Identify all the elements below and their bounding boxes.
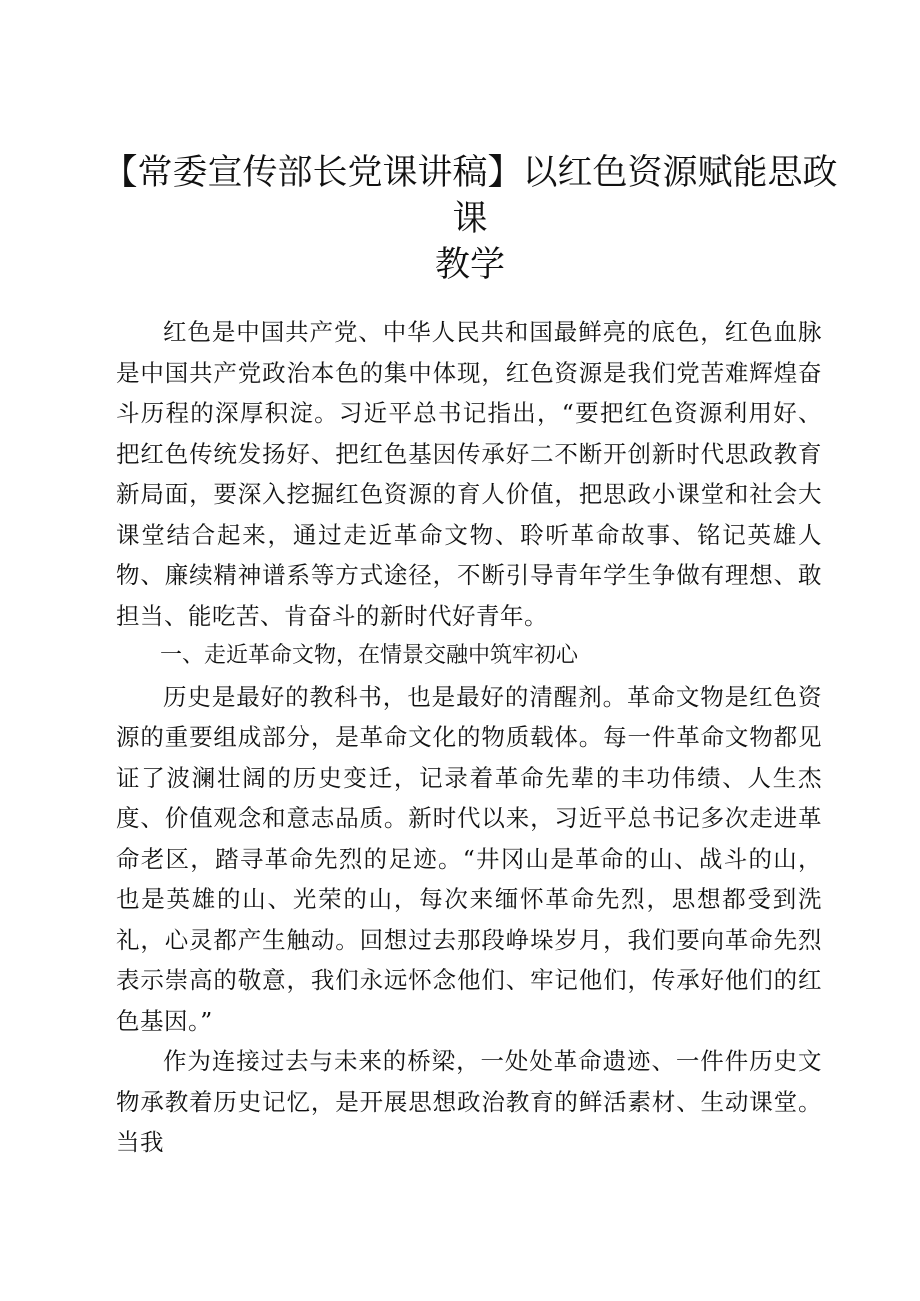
intro-paragraph: 红色是中国共产党、中华人民共和国最鲜亮的底色，红色血脉是中国共产党政治本色的集中体现，红色资源是我们党苦难辉煌奋斗历程的深厚积淀。习近平总书记指出，“要把红色资源利用好、把红色传统发扬好、把红色基因传承好二不断开创新时代思政教育新局面，要深入挖掘红色资源的育人价值，把思政小课堂和社会大课堂结合起来，通过走近革命文物、聆听革命故事、铭记英雄人物、廉续精神谱系等方式途径，不断引导青年学生争做有理想、敢担当、能吃苦、肯奋斗的新时代好青年。 (116, 318, 822, 630)
title-line-1: 【常委宣传部长党课讲稿】以红色资源赋能思政课 (102, 153, 838, 239)
section-1-paragraph-2: 作为连接过去与未来的桥梁，一处处革命遗迹、一件件历史文物承教着历史记忆，是开展思想政治教育的鲜活素材、生动课堂。当我 (116, 1047, 822, 1156)
document-body (116, 312, 822, 1163)
section-1-paragraph-1: 历史是最好的教科书，也是最好的清醒剂。革命文物是红色资源的重要组成部分，是革命文化的物质载体。每一件革命文物都见证了波澜壮阔的历史变迁，记录着革命先辈的丰功伟绩、人生杰度、价值观念和意志品质。新时代以来，习近平总书记多次走进革命老区，踏寻革命先烈的足迹。“井冈山是革命的山、战斗的山，也是英雄的山、光荣的山，每次来缅怀革命先烈，思想都受到洗礼，心灵都产生触动。回想过去那段峥垛岁月，我们要向革命先烈表示崇高的敬意，我们永远怀念他们、牢记他们，传承好他们的红色基因。” (116, 682, 822, 1035)
section-1-heading: 一、走近革命文物，在情景交融中筑牢初心 (160, 643, 579, 668)
document-title (100, 150, 840, 288)
title-line-2: 教学 (434, 245, 505, 285)
